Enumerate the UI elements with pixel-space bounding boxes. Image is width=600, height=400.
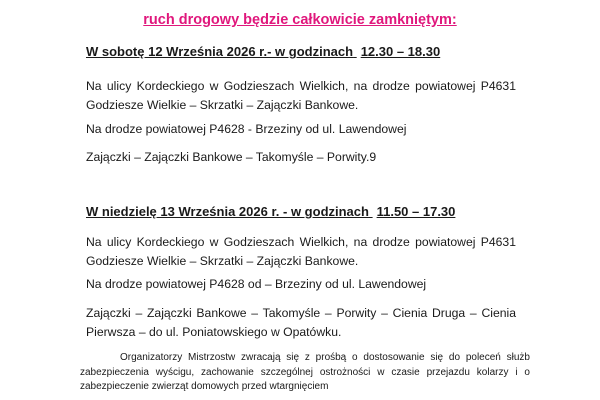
organizers-note [80, 351, 530, 395]
sunday-heading [86, 204, 455, 219]
sunday-time: 11.50 – 17.30 [376, 204, 456, 219]
sunday-heading-text: W niedzielę 13 Września 2026 r. - w godzinach [86, 204, 369, 219]
sunday-paragraph-1: Na ulicy Kordeckiego w Godzieszach Wielkich, na drodze powiatowej P4631 Godziesze Wielkie – Skrzatki – Zajączki Bankowe. [86, 235, 516, 268]
saturday-heading [86, 44, 440, 59]
saturday-heading-text: W sobotę 12 Września 2026 r.- w godzinach [86, 44, 354, 59]
saturday-paragraph-1: Na ulicy Kordeckiego w Godzieszach Wielkich, na drodze powiatowej P4631 Godziesze Wielkie – Skrzatki – Zajączki Bankowe. [86, 79, 516, 112]
sunday-paragraph-2: Na drodze powiatowej P4628 od – Brzeziny od ul. Lawendowej [86, 277, 427, 291]
organizers-note-text: Organizatorzy Mistrzostw zwracają się z prośbą o dostosowanie się do poleceń służb zabezpieczenia wyścigu, zachowanie szczególnej ostrożności w czasie przejazdu kolarzy i o zabezpieczenie zwierząt domowych przed wtargnięciem [80, 352, 530, 392]
sunday-paragraph-3: Zajączki – Zajączki Bankowe – Takomyśle – Porwity – Cienia Druga – Cienia Pierwsza – do ul. Poniatowskiego w Opatówku. [86, 306, 516, 339]
saturday-paragraph-2: Na drodze powiatowej P4628 - Brzeziny od ul. Lawendowej [86, 122, 407, 136]
saturday-time: 12.30 – 18.30 [360, 44, 441, 59]
closure-title: ruch drogowy będzie całkowicie zamkniętym: [143, 12, 457, 28]
saturday-paragraph-3: Zajączki – Zajączki Bankowe – Takomyśle – Porwity.9 [86, 150, 377, 164]
